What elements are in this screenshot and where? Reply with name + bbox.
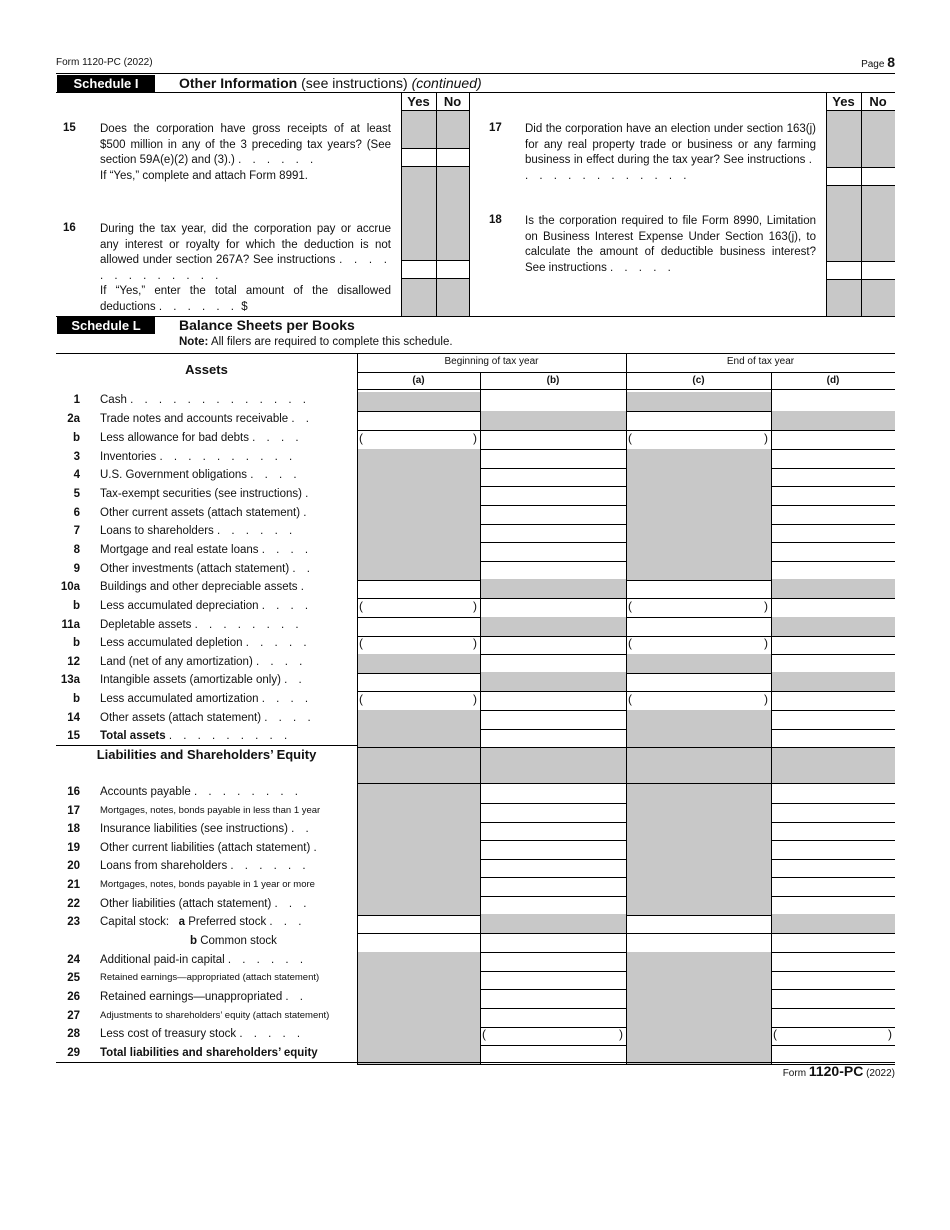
q18-number: 18 bbox=[489, 214, 502, 226]
q18-yes-box[interactable] bbox=[827, 261, 861, 280]
line-label: Mortgage and real estate loans . . . . bbox=[100, 544, 313, 556]
amount-cell-b[interactable] bbox=[481, 989, 626, 1008]
yes-header-2: Yes bbox=[832, 94, 855, 109]
line-label: Cash . . . . . . . . . . . . . bbox=[100, 394, 310, 406]
shaded-cell bbox=[358, 803, 480, 822]
close-paren: ) bbox=[764, 431, 768, 445]
shaded-cell bbox=[358, 747, 480, 783]
amount-cell-b[interactable] bbox=[481, 392, 626, 411]
line-label: b Common stock bbox=[190, 935, 277, 947]
amount-cell-d[interactable] bbox=[772, 430, 895, 449]
shaded-cell bbox=[627, 877, 771, 896]
shaded-cell bbox=[627, 392, 771, 411]
close-paren: ) bbox=[473, 692, 477, 706]
amount-cell-b[interactable] bbox=[481, 1045, 626, 1064]
schedule-l-note: Note: All filers are required to complete this schedule. bbox=[179, 336, 453, 348]
line-label: U.S. Government obligations . . . . bbox=[100, 469, 301, 481]
schedule-i-badge: Schedule I bbox=[57, 75, 155, 92]
line-number: 16 bbox=[67, 786, 80, 798]
line-label: Intangible assets (amortizable only) . . bbox=[100, 674, 306, 686]
open-paren: ( bbox=[628, 636, 632, 650]
shaded-cell bbox=[358, 952, 480, 971]
line-number: 13a bbox=[60, 674, 80, 686]
shaded-cell bbox=[627, 821, 771, 840]
q18-text: Is the corporation required to file Form 8990, Limitation on Business Interest Expense Under Section 163(j), to calculate the amount of deductible business interest? See instructions . . . . . bbox=[525, 215, 816, 274]
line-label: Tax-exempt securities (see instructions) . bbox=[100, 488, 313, 500]
line-label: Buildings and other depreciable assets . bbox=[100, 581, 308, 593]
no-header: No bbox=[443, 94, 462, 109]
open-paren: ( bbox=[628, 431, 632, 445]
shaded-cell bbox=[627, 542, 771, 561]
amount-cell-b[interactable] bbox=[481, 803, 626, 822]
line-label: Capital stock: a Preferred stock . . . bbox=[100, 916, 306, 928]
amount-cell-b[interactable] bbox=[481, 505, 626, 524]
amount-cell-d[interactable] bbox=[772, 691, 895, 710]
line-label: Additional paid-in capital . . . . . . bbox=[100, 954, 308, 966]
shaded-cell bbox=[772, 617, 895, 636]
shaded-cell bbox=[627, 654, 771, 673]
amount-cell-a[interactable] bbox=[358, 933, 480, 952]
amount-cell-d[interactable] bbox=[772, 561, 895, 580]
amount-cell-d[interactable] bbox=[772, 1026, 895, 1045]
shaded-cell bbox=[481, 672, 626, 691]
shaded-cell bbox=[772, 672, 895, 691]
line-number: 26 bbox=[67, 991, 80, 1003]
shaded-cell bbox=[827, 280, 861, 316]
line-number: 9 bbox=[73, 563, 80, 575]
close-paren: ) bbox=[473, 431, 477, 445]
amount-cell-c[interactable] bbox=[627, 914, 771, 933]
line-label: Retained earnings—appropriated (attach statement) bbox=[100, 972, 320, 983]
q16-yes-box[interactable] bbox=[402, 260, 436, 279]
shaded-cell bbox=[862, 186, 895, 261]
line-number: b bbox=[72, 637, 80, 649]
amount-cell-b[interactable] bbox=[481, 784, 626, 803]
line-number: 6 bbox=[73, 507, 80, 519]
amount-cell-d[interactable] bbox=[772, 598, 895, 617]
no-header-2: No bbox=[869, 94, 887, 109]
shaded-cell bbox=[358, 728, 480, 747]
shaded-cell bbox=[627, 710, 771, 729]
line-number: 27 bbox=[67, 1010, 80, 1022]
form-header-left: Form 1120-PC (2022) bbox=[56, 57, 153, 68]
col-rule bbox=[480, 372, 481, 389]
amount-cell-b[interactable] bbox=[481, 933, 626, 952]
line-number: 23 bbox=[67, 916, 80, 928]
open-paren: ( bbox=[359, 599, 363, 613]
liabilities-header: Liabilities and Shareholders’ Equity bbox=[96, 747, 317, 762]
amount-cell-b[interactable] bbox=[481, 449, 626, 468]
line-number: 3 bbox=[73, 451, 80, 463]
line-number: 1 bbox=[73, 394, 80, 406]
col-d-header: (d) bbox=[826, 375, 840, 386]
line-number: 21 bbox=[67, 879, 80, 891]
amount-cell-a[interactable] bbox=[358, 635, 480, 654]
amount-cell-d[interactable] bbox=[772, 989, 895, 1008]
line-label: Other liabilities (attach statement) . . . bbox=[100, 898, 311, 910]
q18-no-box[interactable] bbox=[862, 261, 895, 280]
line-number: 7 bbox=[73, 525, 80, 537]
q15-no-box[interactable] bbox=[437, 148, 469, 167]
shaded-cell bbox=[358, 877, 480, 896]
line-label: Accounts payable . . . . . . . . bbox=[100, 786, 302, 798]
amount-cell-d[interactable] bbox=[772, 803, 895, 822]
q15-text: Does the corporation have gross receipts of at least $500 million in any of the 3 preceding tax years? (See section 59A(e)(2) and (3).) . . . . . . If “Yes,” complete and attach Form 8991. bbox=[100, 123, 391, 182]
line-number: 11a bbox=[61, 619, 80, 631]
shaded-cell bbox=[827, 186, 861, 261]
line-number: 19 bbox=[67, 842, 80, 854]
col-a-header: (a) bbox=[412, 375, 425, 386]
line-label: Inventories . . . . . . . . . . bbox=[100, 451, 297, 463]
amount-cell-d[interactable] bbox=[772, 1008, 895, 1027]
amount-cell-b[interactable] bbox=[481, 467, 626, 486]
line-label: Total liabilities and shareholders’ equity bbox=[100, 1047, 318, 1059]
line-label: Mortgages, notes, bonds payable in less than 1 year bbox=[100, 805, 321, 816]
shaded-cell bbox=[358, 392, 480, 411]
line-label: Other current assets (attach statement) . bbox=[100, 507, 311, 519]
col-rule bbox=[357, 389, 358, 747]
shaded-cell bbox=[627, 449, 771, 468]
amount-cell-b[interactable] bbox=[481, 970, 626, 989]
col-rule bbox=[771, 372, 772, 389]
shaded-cell bbox=[862, 280, 895, 316]
close-paren: ) bbox=[888, 1027, 892, 1041]
shaded-cell bbox=[627, 840, 771, 859]
shaded-cell bbox=[402, 167, 436, 260]
shaded-cell bbox=[627, 1045, 771, 1064]
line-label: Less accumulated depreciation . . . . bbox=[100, 600, 313, 612]
q17-text: Did the corporation have an election under section 163(j) for any real property trade or business or any farming business in effect during the tax year? See instructions . . . . . . . . . . . . . bbox=[525, 123, 816, 182]
amount-cell-b[interactable] bbox=[481, 598, 626, 617]
amount-cell-a[interactable] bbox=[358, 579, 480, 598]
shaded-cell bbox=[827, 111, 861, 167]
amount-cell-a[interactable] bbox=[358, 411, 480, 430]
shaded-cell bbox=[358, 523, 480, 542]
amount-cell-d[interactable] bbox=[772, 449, 895, 468]
amount-cell-d[interactable] bbox=[772, 542, 895, 561]
amount-cell-d[interactable] bbox=[772, 728, 895, 747]
line-number: 8 bbox=[73, 544, 80, 556]
line-label: Mortgages, notes, bonds payable in 1 year or more bbox=[100, 879, 315, 890]
shaded-cell bbox=[358, 970, 480, 989]
line-number: 22 bbox=[67, 898, 80, 910]
amount-cell-b[interactable] bbox=[481, 486, 626, 505]
line-label: Less cost of treasury stock . . . . . bbox=[100, 1028, 305, 1040]
shaded-cell bbox=[627, 970, 771, 989]
amount-cell-d[interactable] bbox=[772, 840, 895, 859]
q16-no-box[interactable] bbox=[437, 260, 469, 279]
shaded-cell bbox=[358, 710, 480, 729]
amount-cell-b[interactable] bbox=[481, 523, 626, 542]
open-paren: ( bbox=[628, 599, 632, 613]
section-rule bbox=[56, 745, 357, 746]
shaded-cell bbox=[481, 579, 626, 598]
form-footer: Form 1120-PC (2022) bbox=[782, 1063, 895, 1079]
amount-cell-d[interactable] bbox=[772, 896, 895, 915]
amount-cell-b[interactable] bbox=[481, 1008, 626, 1027]
line-number: 4 bbox=[73, 469, 80, 481]
amount-cell-a[interactable] bbox=[358, 914, 480, 933]
amount-cell-a[interactable] bbox=[358, 672, 480, 691]
line-label: Loans to shareholders . . . . . . bbox=[100, 525, 297, 537]
close-paren: ) bbox=[764, 599, 768, 613]
line-number: 14 bbox=[67, 712, 80, 724]
shaded-cell bbox=[402, 279, 436, 316]
q17-no-box[interactable] bbox=[862, 167, 895, 186]
schedule-i-rule bbox=[56, 92, 895, 93]
amount-cell-d[interactable] bbox=[772, 635, 895, 654]
amount-cell-b[interactable] bbox=[481, 542, 626, 561]
shaded-cell bbox=[358, 821, 480, 840]
amount-cell-d[interactable] bbox=[772, 784, 895, 803]
open-paren: ( bbox=[773, 1027, 777, 1041]
amount-cell-b[interactable] bbox=[481, 430, 626, 449]
shaded-cell bbox=[627, 561, 771, 580]
q15-number: 15 bbox=[63, 122, 76, 134]
amount-cell-d[interactable] bbox=[772, 1045, 895, 1064]
amount-cell-a[interactable] bbox=[358, 430, 480, 449]
q16-number: 16 bbox=[63, 222, 76, 234]
shaded-cell bbox=[402, 111, 436, 148]
shaded-cell bbox=[627, 1008, 771, 1027]
close-paren: ) bbox=[764, 636, 768, 650]
shaded-cell bbox=[358, 858, 480, 877]
shaded-cell bbox=[627, 747, 771, 783]
amount-cell-c[interactable] bbox=[627, 411, 771, 430]
line-label: Less accumulated amortization . . . . bbox=[100, 693, 313, 705]
shaded-cell bbox=[358, 449, 480, 468]
q15-yes-box[interactable] bbox=[402, 148, 436, 167]
line-number: 10a bbox=[60, 581, 80, 593]
shaded-cell bbox=[437, 167, 469, 260]
shaded-cell bbox=[627, 858, 771, 877]
amount-cell-b[interactable] bbox=[481, 635, 626, 654]
shaded-cell bbox=[772, 914, 895, 933]
col-rule bbox=[357, 353, 358, 372]
line-label: Retained earnings—unappropriated . . bbox=[100, 991, 308, 1003]
line-label: Trade notes and accounts receivable . . bbox=[100, 413, 313, 425]
amount-cell-c[interactable] bbox=[627, 635, 771, 654]
open-paren: ( bbox=[359, 636, 363, 650]
shaded-cell bbox=[627, 505, 771, 524]
amount-cell-d[interactable] bbox=[772, 710, 895, 729]
amount-cell-a[interactable] bbox=[358, 617, 480, 636]
amount-cell-c[interactable] bbox=[627, 617, 771, 636]
amount-cell-d[interactable] bbox=[772, 486, 895, 505]
line-label: Other investments (attach statement) . . bbox=[100, 563, 314, 575]
col-rule bbox=[357, 372, 358, 389]
shaded-cell bbox=[358, 1026, 480, 1045]
assets-header: Assets bbox=[185, 362, 228, 377]
amount-cell-b[interactable] bbox=[481, 821, 626, 840]
shaded-cell bbox=[627, 467, 771, 486]
beginning-of-year-header: Beginning of tax year bbox=[444, 356, 539, 367]
shaded-cell bbox=[772, 747, 895, 783]
shaded-cell bbox=[627, 728, 771, 747]
col-rule bbox=[480, 747, 481, 1064]
line-number: b bbox=[72, 432, 80, 444]
shaded-cell bbox=[481, 411, 626, 430]
col-rule bbox=[480, 389, 481, 747]
col-rule bbox=[626, 353, 627, 372]
amount-cell-d[interactable] bbox=[772, 952, 895, 971]
line-label: Insurance liabilities (see instructions) . . bbox=[100, 823, 313, 835]
amount-cell-d[interactable] bbox=[772, 392, 895, 411]
amount-cell-a[interactable] bbox=[358, 598, 480, 617]
line-number: 2a bbox=[67, 413, 80, 425]
shaded-cell bbox=[358, 505, 480, 524]
close-paren: ) bbox=[473, 599, 477, 613]
line-number: 24 bbox=[67, 954, 80, 966]
end-of-year-header: End of tax year bbox=[726, 356, 795, 367]
line-label: Other current liabilities (attach statement) . bbox=[100, 842, 321, 854]
col-rule bbox=[626, 372, 627, 389]
line-number: b bbox=[72, 693, 80, 705]
open-paren: ( bbox=[482, 1027, 486, 1041]
line-label: Land (net of any amortization) . . . . bbox=[100, 656, 307, 668]
line-label: Less allowance for bad debts . . . . bbox=[100, 432, 303, 444]
amount-cell-b[interactable] bbox=[481, 896, 626, 915]
shaded-cell bbox=[481, 747, 626, 783]
line-number: 15 bbox=[67, 730, 80, 742]
line-number: 17 bbox=[67, 805, 80, 817]
amount-cell-d[interactable] bbox=[772, 467, 895, 486]
shaded-cell bbox=[627, 896, 771, 915]
shaded-cell bbox=[772, 411, 895, 430]
close-paren: ) bbox=[473, 636, 477, 650]
amount-cell-b[interactable] bbox=[481, 858, 626, 877]
amount-cell-c[interactable] bbox=[627, 598, 771, 617]
line-number: 28 bbox=[67, 1028, 80, 1040]
page-number: Page 8 bbox=[861, 54, 895, 70]
shaded-cell bbox=[358, 561, 480, 580]
col-rule bbox=[626, 389, 627, 747]
amount-cell-c[interactable] bbox=[627, 672, 771, 691]
amount-cell-d[interactable] bbox=[772, 654, 895, 673]
shaded-cell bbox=[358, 1008, 480, 1027]
amount-cell-b[interactable] bbox=[481, 728, 626, 747]
col-rule bbox=[771, 747, 772, 1064]
line-label: Less accumulated depletion . . . . . bbox=[100, 637, 311, 649]
line-number: 29 bbox=[67, 1047, 80, 1059]
col-c-header: (c) bbox=[692, 375, 705, 386]
balance-table-top-rule bbox=[56, 353, 895, 354]
q17-yes-box[interactable] bbox=[827, 167, 861, 186]
shaded-cell bbox=[627, 486, 771, 505]
shaded-cell bbox=[627, 989, 771, 1008]
shaded-cell bbox=[358, 784, 480, 803]
amount-cell-d[interactable] bbox=[772, 877, 895, 896]
amount-cell-c[interactable] bbox=[627, 430, 771, 449]
shaded-cell bbox=[862, 111, 895, 167]
amount-cell-a[interactable] bbox=[358, 691, 480, 710]
q16-text: During the tax year, did the corporation pay or accrue any interest or royalty for which the deduction is not allowed under section 267A? See instructions . . . . . . . . . . . . . If “Yes,” enter the total amount of the disallowed deductions . . . . . . $ bbox=[100, 223, 392, 313]
amount-cell-d[interactable] bbox=[772, 821, 895, 840]
col-rule bbox=[357, 747, 358, 1064]
shaded-cell bbox=[627, 952, 771, 971]
close-paren: ) bbox=[764, 692, 768, 706]
amount-cell-b[interactable] bbox=[481, 691, 626, 710]
schedule-l-badge: Schedule L bbox=[57, 317, 155, 334]
line-label: Other assets (attach statement) . . . . bbox=[100, 712, 315, 724]
shaded-cell bbox=[437, 279, 469, 316]
amount-cell-c[interactable] bbox=[627, 579, 771, 598]
shaded-cell bbox=[358, 840, 480, 859]
amount-cell-c[interactable] bbox=[627, 691, 771, 710]
shaded-cell bbox=[772, 579, 895, 598]
open-paren: ( bbox=[628, 692, 632, 706]
line-label: Depletable assets . . . . . . . . bbox=[100, 619, 303, 631]
amount-cell-b[interactable] bbox=[481, 952, 626, 971]
line-number: b bbox=[72, 600, 80, 612]
amount-cell-d[interactable] bbox=[772, 505, 895, 524]
amount-cell-b[interactable] bbox=[481, 840, 626, 859]
line-number: 12 bbox=[67, 656, 80, 668]
col-rule bbox=[771, 389, 772, 747]
amount-cell-c[interactable] bbox=[627, 933, 771, 952]
shaded-cell bbox=[358, 486, 480, 505]
amount-cell-d[interactable] bbox=[772, 523, 895, 542]
close-paren: ) bbox=[619, 1027, 623, 1041]
line-number: 25 bbox=[67, 972, 80, 984]
line-label: Loans from shareholders . . . . . . bbox=[100, 860, 310, 872]
schedule-l-title: Balance Sheets per Books bbox=[179, 317, 355, 333]
shaded-cell bbox=[627, 803, 771, 822]
shaded-cell bbox=[358, 1045, 480, 1064]
yn-right-border bbox=[469, 92, 470, 316]
line-number: 5 bbox=[73, 488, 80, 500]
shaded-cell bbox=[437, 111, 469, 148]
amount-cell-b[interactable] bbox=[481, 561, 626, 580]
shaded-cell bbox=[358, 654, 480, 673]
top-rule bbox=[56, 73, 895, 74]
shaded-cell bbox=[627, 523, 771, 542]
amount-cell-d[interactable] bbox=[772, 970, 895, 989]
schedule-i-title: Other Information (see instructions) (continued) bbox=[179, 75, 482, 91]
shaded-cell bbox=[358, 467, 480, 486]
amount-cell-b[interactable] bbox=[481, 877, 626, 896]
shaded-cell bbox=[481, 617, 626, 636]
line-label: Adjustments to shareholders’ equity (attach statement) bbox=[100, 1010, 330, 1021]
amount-cell-d[interactable] bbox=[772, 858, 895, 877]
section-rule bbox=[357, 783, 895, 784]
amount-cell-d[interactable] bbox=[772, 933, 895, 952]
shaded-cell bbox=[358, 542, 480, 561]
col-rule bbox=[626, 747, 627, 1064]
amount-cell-b[interactable] bbox=[481, 1026, 626, 1045]
line-label: Total assets . . . . . . . . . bbox=[100, 730, 292, 742]
line-number: 20 bbox=[67, 860, 80, 872]
shaded-cell bbox=[627, 1026, 771, 1045]
open-paren: ( bbox=[359, 431, 363, 445]
amount-cell-b[interactable] bbox=[481, 710, 626, 729]
open-paren: ( bbox=[359, 692, 363, 706]
shaded-cell bbox=[481, 914, 626, 933]
amount-cell-b[interactable] bbox=[481, 654, 626, 673]
yes-header: Yes bbox=[407, 94, 430, 109]
shaded-cell bbox=[627, 784, 771, 803]
col-b-header: (b) bbox=[546, 375, 560, 386]
q17-number: 17 bbox=[489, 122, 502, 134]
shaded-cell bbox=[358, 989, 480, 1008]
line-number: 18 bbox=[67, 823, 80, 835]
shaded-cell bbox=[358, 896, 480, 915]
